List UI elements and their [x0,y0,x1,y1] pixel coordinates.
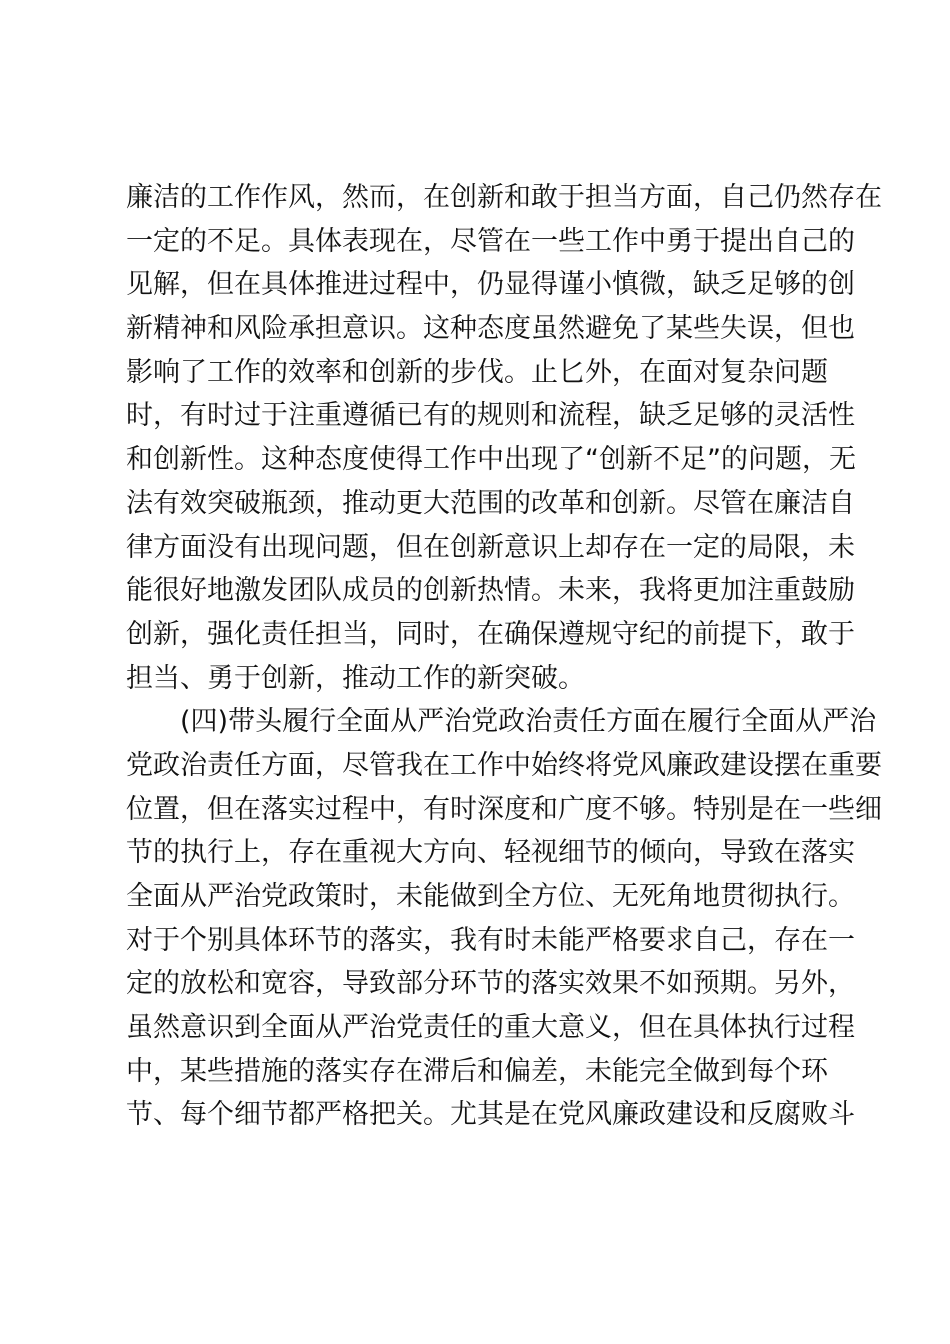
text-line: 定的放松和宽容，导致部分环节的落实效果不如预期。另外， [126,968,855,1000]
text-line: 全面从严治党政策时，未能做到全方位、无死角地贯彻执行。 [126,881,855,912]
text-line: 和创新性。这种态度使得工作中出现了“创新不足”的问题，无 [126,444,856,476]
text-line: 党政治责任方面，尽管我在工作中始终将党风廉政建设摆在重要 [126,749,882,781]
text-line: 创新，强化责任担当，同时，在确保遵规守纪的前提下，敢于 [126,618,855,650]
text-line: 担当、勇于创新，推动工作的新突破。 [126,662,585,694]
text-line: 新精神和风险承担意识。这种态度虽然避免了某些失误，但也 [126,313,855,345]
text-line: 律方面没有出现问题，但在创新意识上却存在一定的局限，未 [126,531,855,563]
text-line: 廉洁的工作作风，然而，在创新和敢于担当方面，自己仍然存在 [126,182,882,213]
text-line: 法有效突破瓶颈，推动更大范围的改革和创新。尽管在廉洁自 [126,487,855,519]
text-line: 节的执行上，存在重视大方向、轻视细节的倾向，导致在落实 [126,837,855,869]
body-text [126,176,882,1137]
text-line: 见解，但在具体推进过程中，仍显得谨小慎微，缺乏足够的创 [126,269,855,301]
text-line: 时，有时过于注重遵循已有的规则和流程，缺乏足够的灵活性 [126,400,855,432]
text-line: 虽然意识到全面从严治党责任的重大意义，但在具体执行过程 [126,1012,855,1044]
text-line: 一定的不足。具体表现在，尽管在一些工作中勇于提出自己的 [126,225,855,257]
text-line: 节、每个细节都严格把关。尤其是在党风廉政建设和反腐败斗 [126,1099,855,1131]
text-line: 对于个别具体环节的落实，我有时未能严格要求自己，存在一 [126,924,855,956]
text-line: 能很好地激发团队成员的创新热情。未来，我将更加注重鼓励 [126,575,855,607]
section-heading-line: (四)带头履行全面从严治党政治责任方面在履行全面从严治 [180,706,877,738]
text-line: 影响了工作的效率和创新的步伐。止匕外，在面对复杂问题 [126,356,828,388]
text-line: 位置，但在落实过程中，有时深度和广度不够。特别是在一些细 [126,793,882,825]
text-line: 中，某些措施的落实存在滞后和偏差，未能完全做到每个环 [126,1055,828,1087]
